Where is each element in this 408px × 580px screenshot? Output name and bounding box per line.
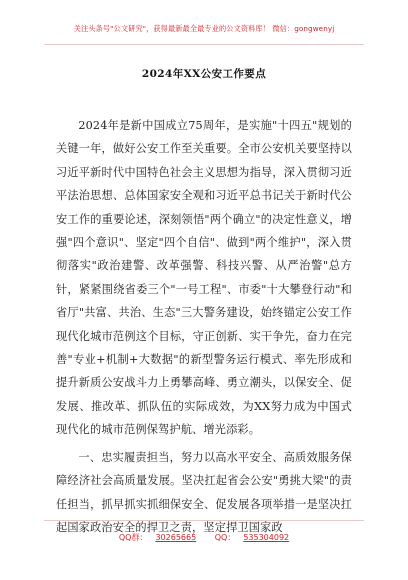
qq-number[interactable]: 535304092 xyxy=(243,533,290,542)
footer-divider xyxy=(44,520,364,521)
document-title: 2024年XX公安工作要点 xyxy=(141,68,267,80)
paragraph-section-1: 一、忠实履责担当，努力以高水平安全、高质效服务保障经济社会高质量发展。坚决扛起省会公安"勇挑大梁"的责任担当，抓早抓实抓细保安全、促发展各项举措一是坚决扛起国家政治安全的捍卫之责，坚定捍卫国家政 xyxy=(56,450,352,534)
paragraph-intro: 2024年是新中国成立75周年，是实施"十四五"规划的关键一年，做好公安工作至关重要。全市公安机关要坚持以习近平新时代中国特色社会主义思想为指导，深入贯彻习近平法治思想、总体国家安全观和习近平总书记关于新时代公安工作的重要论述，深刻领悟"两个确立"的决定性意义，增强"四个意识"、坚定"四个自信"、做到"两个维护"，深入贯彻落实"政治建警、改革强警、科技兴警、从严治警"总方针，紧紧围绕省委三个"一号工程"、市委"十大攀登行动"和省厅"共富、共治、生态"三大警务建设，始终锚定公安工作现代化城市范例这个目标，守正创新、实干争先，奋力在完善"专业+机制+大数据"的新型警务运行模式、率先形成和提升新质公安战斗力上勇攀高峰、勇立潮头，以保安全、促发展、推改革、抓队伍的实际成效，为XX努力成为中国式现代化的城市范例保驾护航、增光添彩。 xyxy=(56,119,352,437)
qq-group-number[interactable]: 30265665 xyxy=(155,533,197,542)
qq-label: QQ： xyxy=(214,533,236,542)
footer-qq-group xyxy=(115,533,200,542)
header-divider xyxy=(44,44,364,45)
header-note: 关注头条号"公文研究"，获得最新最全最专业的公文资料库！ 微信：gongwenyj xyxy=(73,24,335,33)
footer-qq xyxy=(211,533,293,542)
footer-contact xyxy=(0,532,408,543)
qq-group-label: QQ群： xyxy=(118,533,148,542)
document-body xyxy=(56,114,352,543)
